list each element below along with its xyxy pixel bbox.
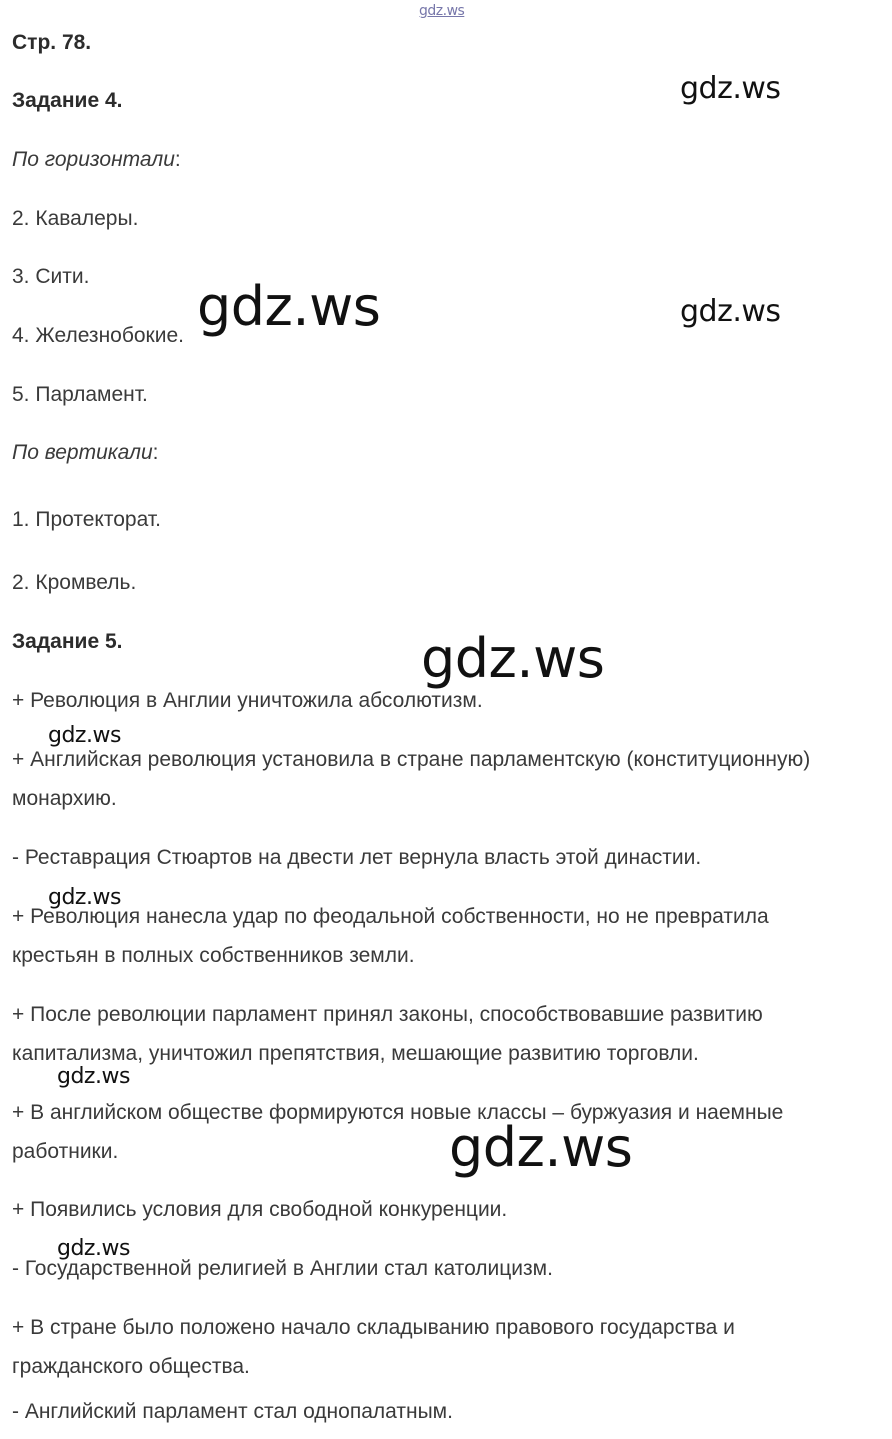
task5-line: + Появились условия для свободной конкуренции. — [12, 1198, 508, 1221]
horizontal-item: 2. Кавалеры. — [12, 207, 139, 230]
watermark: gdz.ws — [197, 275, 381, 338]
watermark: gdz.ws — [57, 1236, 130, 1261]
horizontal-label: По горизонтали — [12, 148, 175, 171]
watermark-top: gdz.ws — [419, 3, 465, 19]
task5-line: - Реставрация Стюартов на двести лет вернула власть этой династии. — [12, 846, 702, 869]
task5-line: + После революции парламент принял законы, способствовавшие развитию — [12, 1003, 763, 1026]
watermark: gdz.ws — [57, 1064, 130, 1089]
horizontal-colon: : — [174, 148, 181, 171]
vertical-colon: : — [152, 441, 159, 464]
task5-line: + В стране было положено начало складыванию правового государства и — [12, 1316, 735, 1339]
task5-line: + Английская революция установила в стране парламентскую (конституционную) — [12, 748, 811, 771]
watermark: gdz.ws — [48, 885, 121, 910]
task5-line: + Революция в Англии уничтожила абсолютизм. — [12, 689, 483, 712]
watermark: gdz.ws — [680, 294, 781, 329]
task-5-heading: Задание 5. — [12, 630, 123, 653]
page-number: Стр. 78. — [12, 31, 92, 54]
task5-line: капитализма, уничтожил препятствия, мешающие развитию торговли. — [12, 1042, 699, 1065]
task-4-heading: Задание 4. — [12, 89, 123, 112]
horizontal-item: 3. Сити. — [12, 265, 90, 288]
task5-line: крестьян в полных собственников земли. — [12, 944, 415, 967]
task5-line: - Английский парламент стал однопалатным. — [12, 1400, 453, 1423]
horizontal-item: 5. Парламент. — [12, 383, 148, 406]
vertical-heading — [12, 440, 159, 466]
task5-line: - Государственной религией в Англии стал католицизм. — [12, 1257, 553, 1280]
watermark: gdz.ws — [48, 723, 121, 748]
task5-line: монархию. — [12, 787, 117, 810]
task5-line: гражданского общества. — [12, 1355, 250, 1378]
horizontal-heading — [12, 147, 181, 173]
vertical-label: По вертикали — [12, 441, 153, 464]
vertical-item: 1. Протекторат. — [12, 508, 161, 531]
watermark: gdz.ws — [449, 1116, 633, 1179]
task5-line: работники. — [12, 1140, 119, 1163]
vertical-item: 2. Кромвель. — [12, 571, 137, 594]
task5-line: + Революция нанесла удар по феодальной собственности, но не превратила — [12, 905, 769, 928]
watermark: gdz.ws — [680, 71, 781, 106]
horizontal-item: 4. Железнобокие. — [12, 324, 184, 347]
task5-line: + В английском обществе формируются новые классы – буржуазия и наемные — [12, 1101, 784, 1124]
watermark: gdz.ws — [421, 627, 605, 690]
